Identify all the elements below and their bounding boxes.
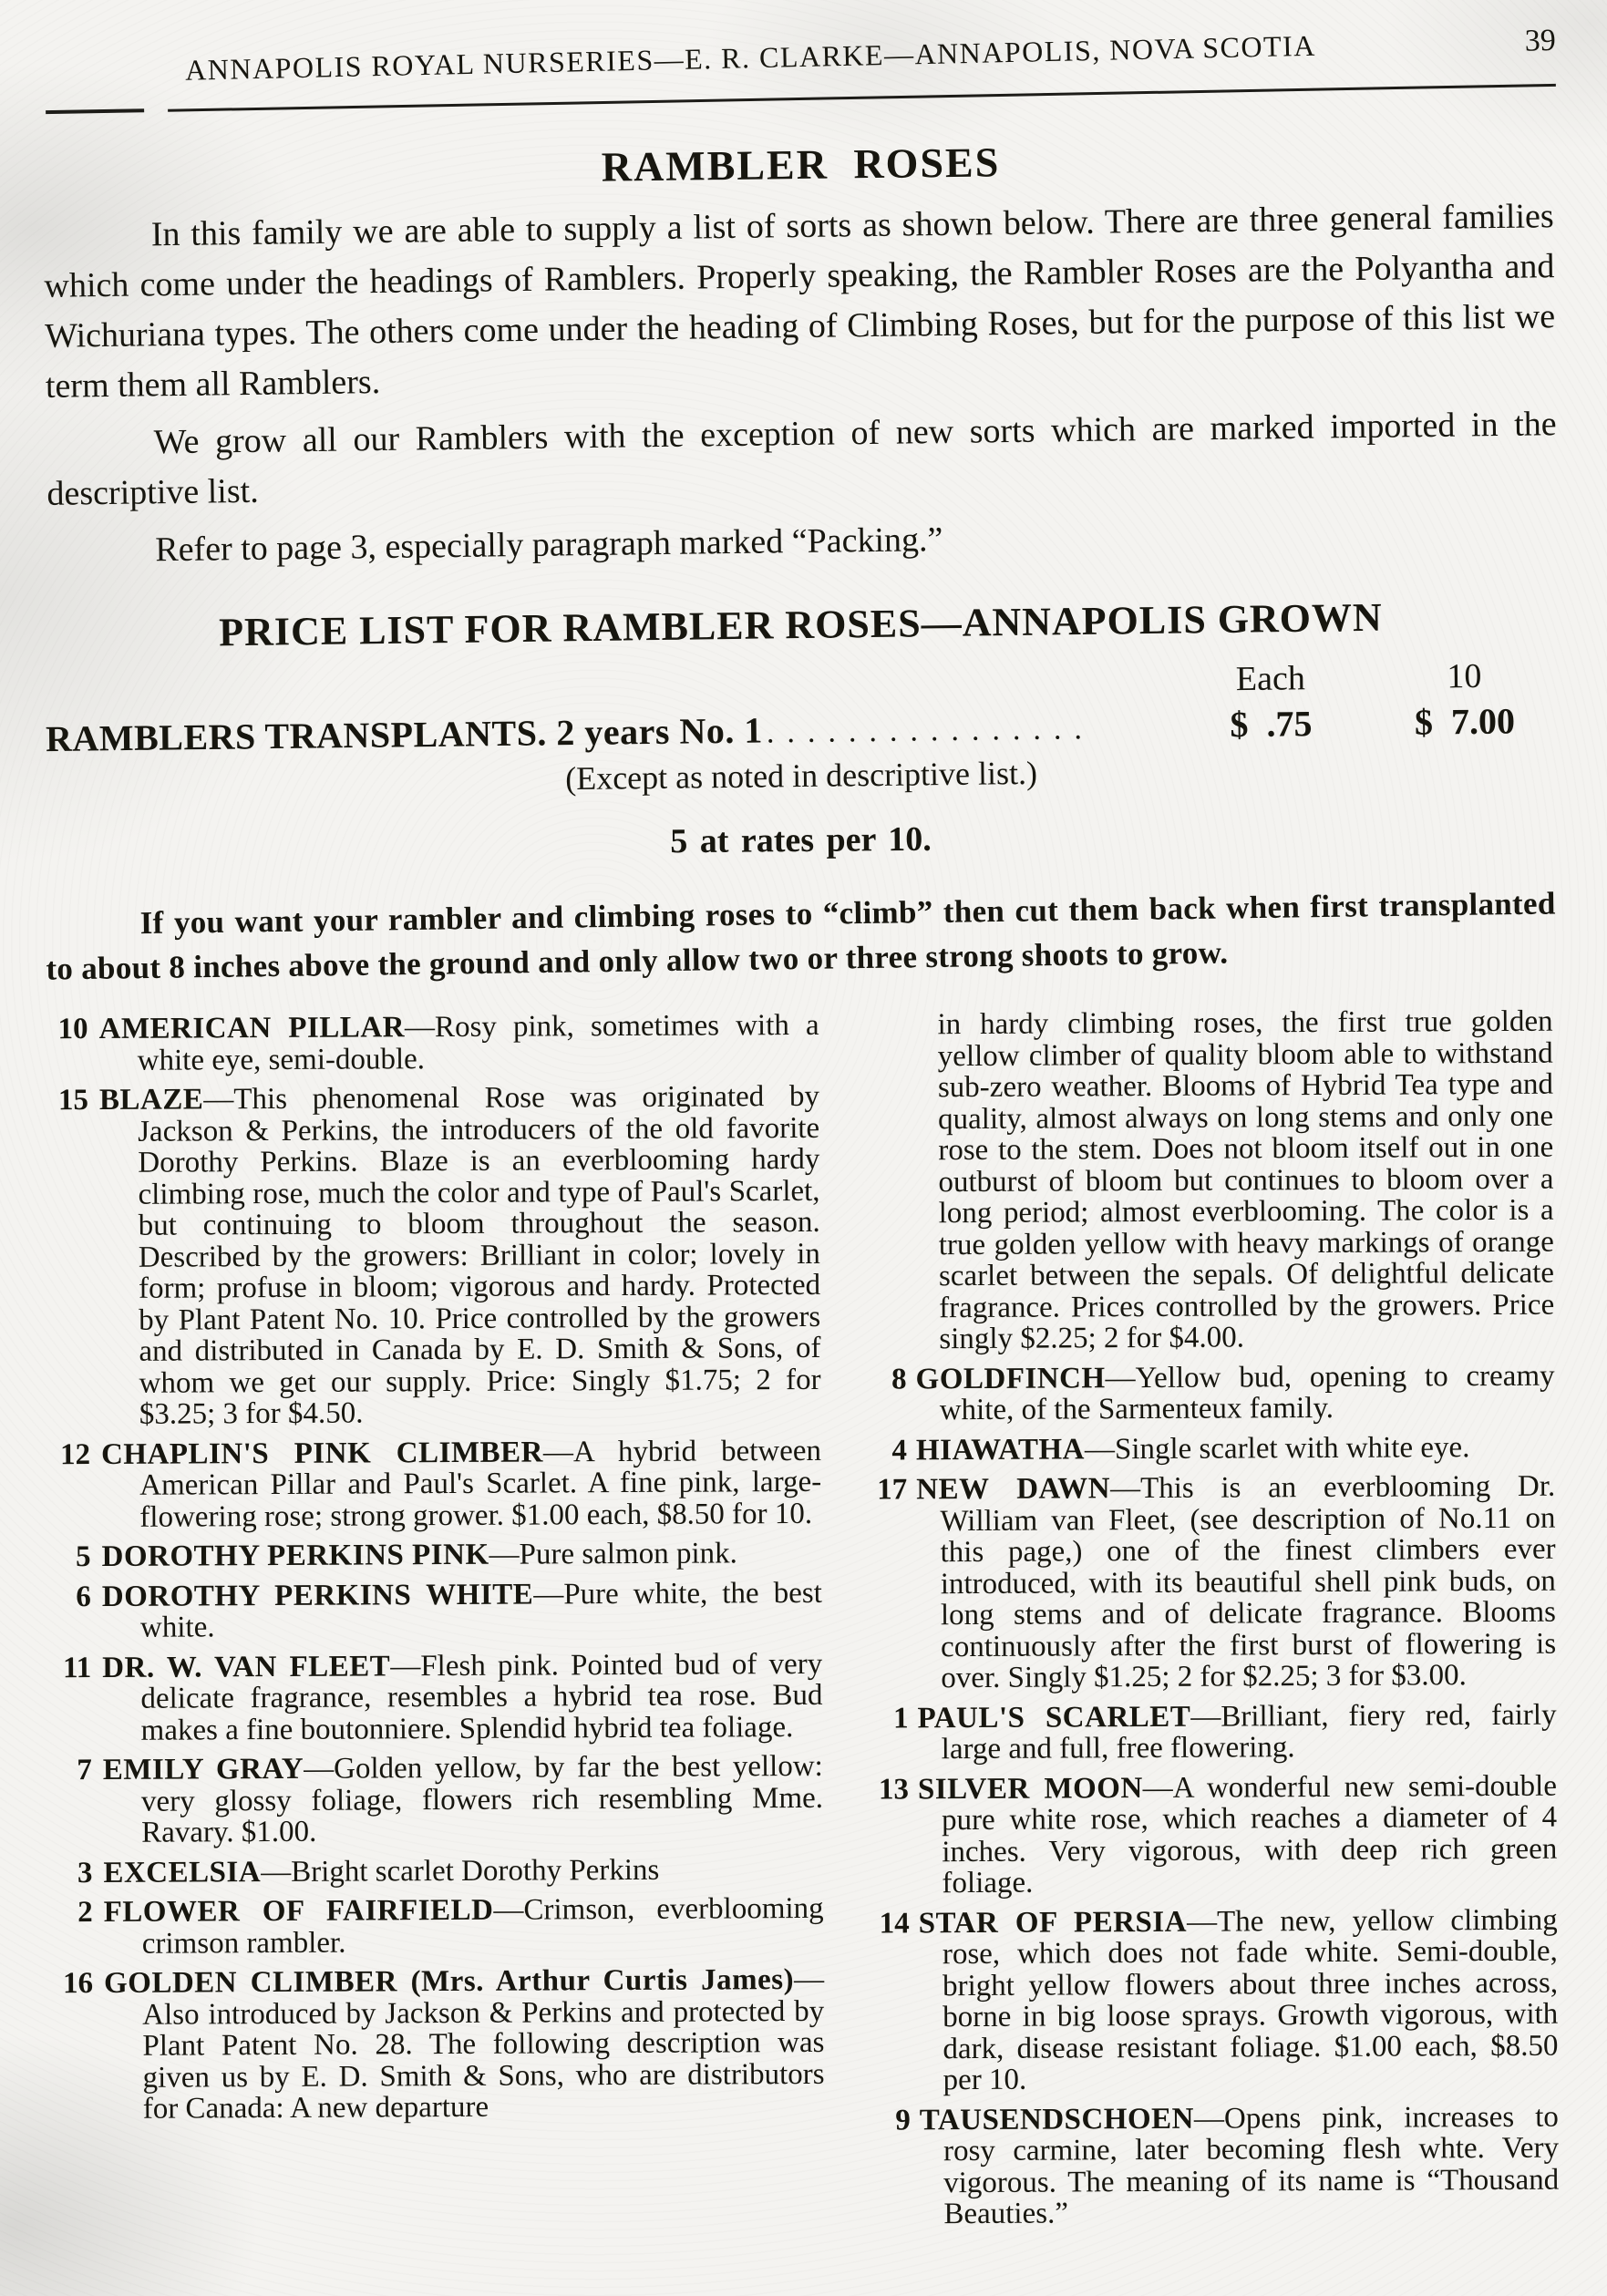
rose-name: FLOWER OF FAIRFIELD	[103, 1893, 494, 1930]
entry-number: 16	[62, 1967, 94, 2001]
catalog-entry	[46, 1853, 823, 1889]
intro-section	[43, 191, 1558, 577]
rose-name: DR. W. VAN FLEET	[102, 1649, 391, 1684]
catalog-entry	[870, 1699, 1556, 1766]
price-table	[45, 655, 1557, 804]
rose-name: HIAWATHA	[915, 1432, 1086, 1467]
rose-description: —Pure white, the best white.	[139, 1576, 822, 1644]
entry-number: 12	[59, 1437, 91, 1471]
rose-description: —Single scarlet with white eye.	[1084, 1430, 1470, 1466]
entry-number: 1	[892, 1701, 909, 1735]
running-head: ANNAPOLIS ROYAL NURSERIES—E. R. CLARKE—ANNAPOLIS, NOVA SCOTIA	[184, 28, 1317, 87]
dotted-leader: ................	[766, 712, 1096, 750]
column-header-each: Each	[1235, 659, 1306, 699]
header-rule-line	[168, 83, 1556, 111]
entry-number: 6	[76, 1580, 91, 1613]
rose-description: —Bright scarlet Dorothy Perkins	[261, 1853, 660, 1889]
rose-description: —Pure salmon pink.	[489, 1537, 737, 1571]
rose-name: STAR OF PERSIA	[918, 1905, 1188, 1940]
catalog-entry	[872, 2101, 1560, 2230]
rose-description: —Yellow bud, opening to creamy white, of the Sarmenteux family.	[939, 1359, 1555, 1427]
catalog-entry	[869, 1471, 1556, 1694]
catalog-entry	[47, 1893, 824, 1960]
rose-description: —Rosy pink, sometimes with a white eye, semi-double.	[137, 1008, 819, 1077]
catalog-entry	[45, 1435, 822, 1533]
rose-description: —Flesh pink. Pointed bud of very delicate fragrance, resembles a hybrid tea rose. Bud makes a fine boutonniere. Splendid hybrid tea foliage.	[140, 1647, 823, 1747]
rose-name: DOROTHY PERKINS PINK	[101, 1538, 489, 1574]
entry-number: 9	[895, 2103, 911, 2136]
rose-description: —This is an everblooming Dr. William van Fleet, (see description of No.11 on this page,) one of the finest climbers ever introduced, with its beautiful shell pink buds, on long stems and of delicate fragrance. Blooms continuously after the first burst of flowering is over. Singly $1.25; 2 for $2.25; 3 for $3.00.	[940, 1469, 1557, 1695]
rose-description: —A wonderful new semi-double pure white rose, which reaches a diameter of 4 inches. Very vigorous, with deep rich green foliage.	[942, 1769, 1558, 1900]
rose-name: AMERICAN PILLAR	[98, 1011, 406, 1046]
rose-name: CHAPLIN'S PINK CLIMBER	[100, 1435, 543, 1471]
page-title: RAMBLER ROSES	[601, 139, 1001, 190]
entry-number: 14	[879, 1906, 910, 1941]
catalog-entry	[869, 1431, 1555, 1466]
entry-number: 5	[76, 1540, 91, 1574]
header-rule-dash	[46, 108, 144, 114]
entry-number: 10	[57, 1013, 88, 1046]
page-number: 39	[1524, 23, 1557, 58]
rose-description: —Also introduced by Jackson & Perkins and protected by Plant Patent No. 28. The following description was given us by E. D. Smith & Sons, who are distributors for Canada: A new departure	[142, 1962, 825, 2126]
advice-paragraph: If you want your rambler and climbing roses to “climb” then cut them back when first transplanted to about 8 inches above the ground and only allow two or three strong shoots to grow.	[46, 885, 1556, 987]
rose-description: in hardy climbing roses, the first true golden yellow climber of quality bloom able to withstand sub-zero weather. Blooms of Hybrid Tea type and quality, almost always on long stems and only one rose to the stem. Does not bloom itself out in one outburst of bloom but continues to bloom over a long period; almost everblooming. The color is a true golden yellow with heavy markings of orange scarlet between the sepals. Of delightful delicate fragrance. Prices controlled by the growers. Price singly $2.25; 2 for $4.00.	[937, 1004, 1555, 1356]
price-ten-value: $ 7.00	[1414, 700, 1516, 743]
catalog-entry	[870, 1770, 1558, 1900]
price-note: (Except as noted in descriptive list.)	[564, 754, 1038, 798]
rose-name: EXCELSIA	[103, 1855, 262, 1889]
catalog-entry	[47, 1964, 825, 2126]
page-header	[46, 24, 1556, 91]
rose-description: —The new, yellow climbing rose, which does not fade white. Semi-double, bright yellow flowers about three inches across, borne in big loose sprays. Growth vigorous, with dark, disease resistant foliage. $1.00 each, $8.50 per 10.	[942, 1903, 1559, 2097]
catalog-entry	[46, 1648, 823, 1746]
entry-number: 8	[891, 1362, 907, 1395]
catalog-entry	[46, 1751, 824, 1849]
entry-number: 11	[62, 1651, 92, 1684]
catalog-entry	[43, 1081, 821, 1431]
rose-name: PAUL'S SCARLET	[917, 1700, 1191, 1735]
rose-name: TAUSENDSCHOEN	[919, 2102, 1195, 2136]
rose-name: NEW DAWN	[916, 1472, 1111, 1507]
catalog-columns	[42, 1006, 1559, 2243]
column-header-ten: 10	[1447, 656, 1482, 696]
entry-number: 15	[57, 1084, 89, 1117]
catalog-column-left	[42, 1010, 825, 2243]
entry-number: 4	[891, 1433, 908, 1467]
rose-name: BLAZE	[98, 1083, 204, 1117]
header-rule	[46, 83, 1556, 114]
rose-description: —Golden yellow, by far the best yellow: very glossy foliage, flowers rich resembling Mme. Ravary. $1.00.	[140, 1749, 824, 1849]
price-each-value: $ .75	[1230, 703, 1313, 746]
catalog-entry	[869, 1360, 1555, 1426]
rose-description: —A hybrid between American Pillar and Paul's Scarlet. A fine pink, large-flowering rose; strong grower. $1.00 each, $8.50 for 10.	[139, 1434, 822, 1534]
entry-number: 7	[77, 1754, 92, 1787]
rose-description: —Opens pink, increases to rosy carmine, later becoming flesh whte. Very vigorous. The meaning of its name is “Thousand Beauties.”	[943, 2100, 1560, 2231]
entry-number: 17	[877, 1473, 908, 1507]
catalog-entry	[46, 1577, 822, 1643]
rose-description: —This phenomenal Rose was originated by Jackson & Perkins, the introducers of the old favorite Dorothy Perkins. Blaze is an everblooming hardy climbing rose, much the color and type of Paul's Scarlet, but continuing to bloom throughout the season. Described by the growers: Brilliant in color; lovely in form; profuse in bloom; vigorous and hardy. Protected by Plant Patent No. 10. Price controlled by the growers and distributed in Canada by E. D. Smith & Sons, of whom we get our supply. Price: Singly $1.75; 2 for $3.25; 3 for $4.50.	[138, 1079, 821, 1431]
rose-description: —Brilliant, fiery red, fairly large and full, free flowering.	[941, 1698, 1557, 1766]
price-list-heading: PRICE LIST FOR RAMBLER ROSES—ANNAPOLIS GROWN	[218, 594, 1384, 655]
rose-name: GOLDFINCH	[915, 1361, 1106, 1395]
price-row-label: RAMBLERS TRANSPLANTS. 2 years No. 1	[45, 709, 764, 760]
rates-line: 5 at rates per 10.	[670, 819, 932, 861]
intro-paragraph-3: Refer to page 3, especially paragraph marked “Packing.”	[155, 520, 943, 570]
catalog-entry	[42, 1010, 819, 1076]
intro-paragraph-1: In this family we are able to supply a list of sorts as shown below. There are three general families which come under the headings of Ramblers. Properly speaking, the Rambler Roses are the Polyantha and Wichuriana types. The others come under the heading of Climbing Roses, but for the purpose of this list we term them all Ramblers.	[44, 197, 1556, 406]
entry-number: 3	[77, 1856, 93, 1889]
intro-paragraph-2: We grow all our Ramblers with the exception of new sorts which are marked imported in the descriptive list.	[46, 405, 1557, 513]
catalog-column-right	[866, 1006, 1559, 2239]
entry-number: 2	[77, 1896, 93, 1930]
rose-name: DOROTHY PERKINS WHITE	[101, 1578, 534, 1613]
entry-number: 13	[878, 1772, 910, 1807]
rose-name: GOLDEN CLIMBER (Mrs. Arthur Curtis James)	[103, 1963, 795, 2001]
catalog-entry-continuation	[866, 1006, 1554, 1355]
rose-description: —Crimson, everblooming crimson rambler.	[141, 1891, 824, 1961]
catalog-entry	[871, 1904, 1559, 2096]
catalog-entry	[46, 1538, 822, 1573]
rose-name: EMILY GRAY	[102, 1752, 304, 1787]
rose-name: SILVER MOON	[917, 1771, 1143, 1806]
